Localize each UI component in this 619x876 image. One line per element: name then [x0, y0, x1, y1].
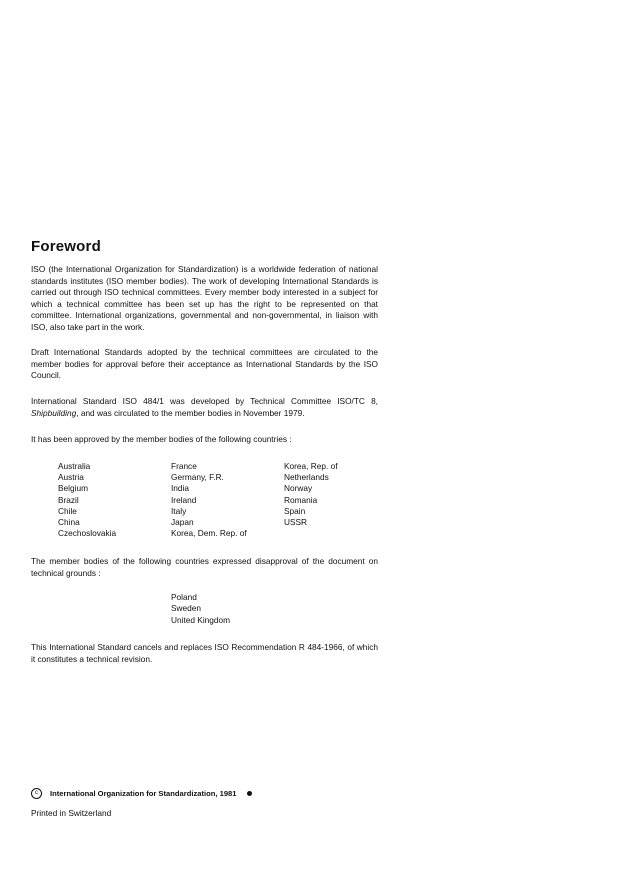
paragraph-approved-by: It has been approved by the member bodies of the following countries :: [31, 434, 292, 444]
country-item: Korea, Rep. of: [284, 461, 338, 471]
paragraph-iso-intro: ISO (the International Organization for Standardization) is a worldwide federation of national standards institutes (ISO member bodies). The work of developing International Standards is carried out through ISO technical committees. Every member body interested in a subject for which a technical committee has been set up has the right to be represented on that committee. International organizations, governmental and non-governmental, in liaison with ISO, also take part in the work.: [31, 264, 378, 332]
committee-name: Shipbuilding: [31, 407, 77, 418]
country-item: Poland: [171, 592, 197, 602]
country-item: China: [58, 517, 80, 528]
page-title: Foreword: [31, 238, 101, 255]
country-item: Germany, F.R.: [171, 472, 224, 483]
country-item: Australia: [58, 461, 91, 471]
copyright-icon: c: [31, 788, 42, 799]
country-item: Chile: [58, 505, 77, 516]
country-item: Czechoslovakia: [58, 528, 117, 539]
copyright-text: International Organization for Standardization, 1981: [50, 789, 237, 798]
country-item: Norway: [284, 483, 313, 494]
approving-countries-list: [58, 461, 397, 539]
printed-in: Printed in Switzerland: [31, 808, 112, 818]
country-item: India: [171, 483, 189, 494]
country-column-1: [58, 461, 171, 539]
paragraph-disapproval: The member bodies of the following countries expressed disapproval of the document on technical grounds :: [31, 556, 378, 578]
country-item: Belgium: [58, 483, 88, 494]
country-item: Korea, Dem. Rep. of: [171, 528, 247, 539]
country-column-3: [284, 461, 397, 539]
country-item: Italy: [171, 505, 187, 516]
country-item: Japan: [171, 517, 194, 528]
country-item: Romania: [284, 494, 318, 505]
development-text-end: , and was circulated to the member bodies in November 1979.: [76, 407, 305, 418]
country-item: France: [171, 461, 197, 471]
country-item: USSR: [284, 517, 308, 528]
disapproving-countries-list: [171, 592, 230, 626]
country-item: Brazil: [58, 494, 79, 505]
bullet-icon: [247, 791, 252, 796]
country-item: United Kingdom: [171, 614, 231, 625]
country-item: Austria: [58, 472, 84, 483]
copyright-line: [31, 788, 252, 799]
country-item: Ireland: [171, 494, 197, 505]
paragraph-cancels-replaces: This International Standard cancels and replaces ISO Recommendation R 484-1966, of which it constitutes a technical revision.: [31, 642, 378, 664]
country-item: Netherlands: [284, 472, 329, 483]
country-column-2: [171, 461, 284, 539]
paragraph-draft-standards: Draft International Standards adopted by the technical committees are circulated to the member bodies for approval before their acceptance as International Standards by the ISO Council.: [31, 347, 378, 381]
country-item: Sweden: [171, 603, 201, 614]
paragraph-development: [31, 396, 378, 419]
country-item: Spain: [284, 505, 306, 516]
development-text-start: International Standard ISO 484/1 was developed by Technical Committee ISO/TC 8,: [31, 396, 378, 406]
